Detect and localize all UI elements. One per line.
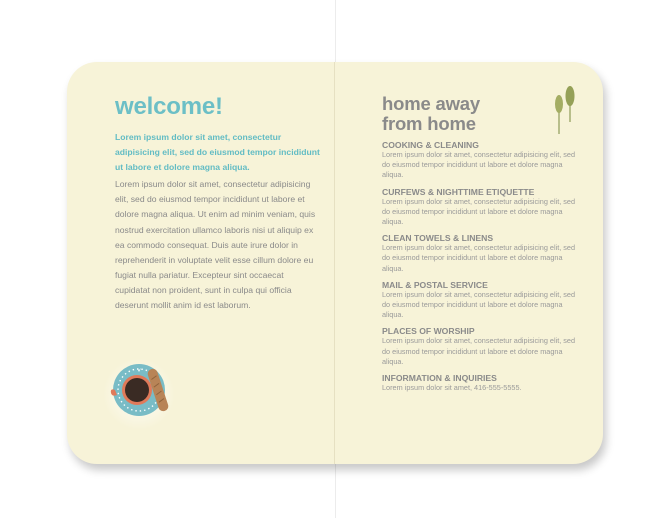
left-page	[115, 92, 320, 313]
section-text: Lorem ipsum dolor sit amet, consectetur adipisicing elit, sed do eiusmod tempor incididunt ut labore et dolore magna aliqua.	[382, 196, 576, 227]
section-text: Lorem ipsum dolor sit amet, consectetur adipisicing elit, sed do eiusmod tempor incididunt ut labore et dolore magna aliqua.	[382, 336, 576, 366]
coffee-cup-icon	[103, 350, 185, 432]
section-text: Lorem ipsum dolor sit amet, consectetur adipisicing elit, sed do eiusmod tempor incididunt ut labore et dolore magna aliqua.	[382, 243, 576, 273]
section-information	[382, 373, 578, 393]
welcome-title: welcome!	[115, 93, 223, 120]
booklet-spread	[67, 62, 603, 464]
section-towels	[382, 233, 578, 274]
section-curfews	[382, 187, 578, 228]
welcome-lead: Lorem ipsum dolor sit amet, consectetur adipisicing elit, sed do eiusmod tempor incididunt ut labore et dolore magna aliqua.	[115, 132, 320, 173]
section-heading: PLACES OF WORSHIP	[382, 326, 475, 337]
section-mail	[382, 280, 578, 321]
section-text: Lorem ipsum dolor sit amet, 416-555-5555.	[382, 383, 522, 393]
booklet-spine	[334, 62, 335, 464]
section-heading: COOKING & CLEANING	[382, 140, 479, 150]
section-text: Lorem ipsum dolor sit amet, consectetur adipisicing elit, sed do eiusmod tempor incididunt ut labore et dolore magna aliqua.	[382, 289, 576, 320]
right-page	[382, 94, 578, 393]
section-heading: MAIL & POSTAL SERVICE	[382, 279, 488, 290]
section-worship	[382, 326, 578, 367]
title-line-1: home away	[382, 93, 480, 114]
section-text: Lorem ipsum dolor sit amet, consectetur adipisicing elit, sed do eiusmod tempor incididunt ut labore et dolore magna aliqua.	[382, 150, 576, 180]
section-heading: INFORMATION & INQUIRIES	[382, 373, 497, 384]
section-heading: CLEAN TOWELS & LINENS	[382, 233, 494, 244]
welcome-body: Lorem ipsum dolor sit amet, consectetur adipisicing elit, sed do eiusmod tempor incididunt ut labore et dolore magna aliqua. Ut enim ad minim veniam, quis nostrud exercitation ullamco laboris nisi ut aliquip ex ea commodo consequat. Duis aute irure dolor in reprehenderit in voluptate velit esse cillum dolore eu fugiat nulla pariatur. Excepteur sint occaecat cupidatat non proident, sunt in culpa qui officia deserunt mollit anim id est laborum.	[115, 179, 316, 311]
title-line-2: from home	[382, 113, 476, 134]
section-cooking	[382, 140, 578, 181]
section-heading: CURFEWS & NIGHTTIME ETIQUETTE	[382, 186, 535, 197]
home-away-title	[382, 94, 578, 134]
